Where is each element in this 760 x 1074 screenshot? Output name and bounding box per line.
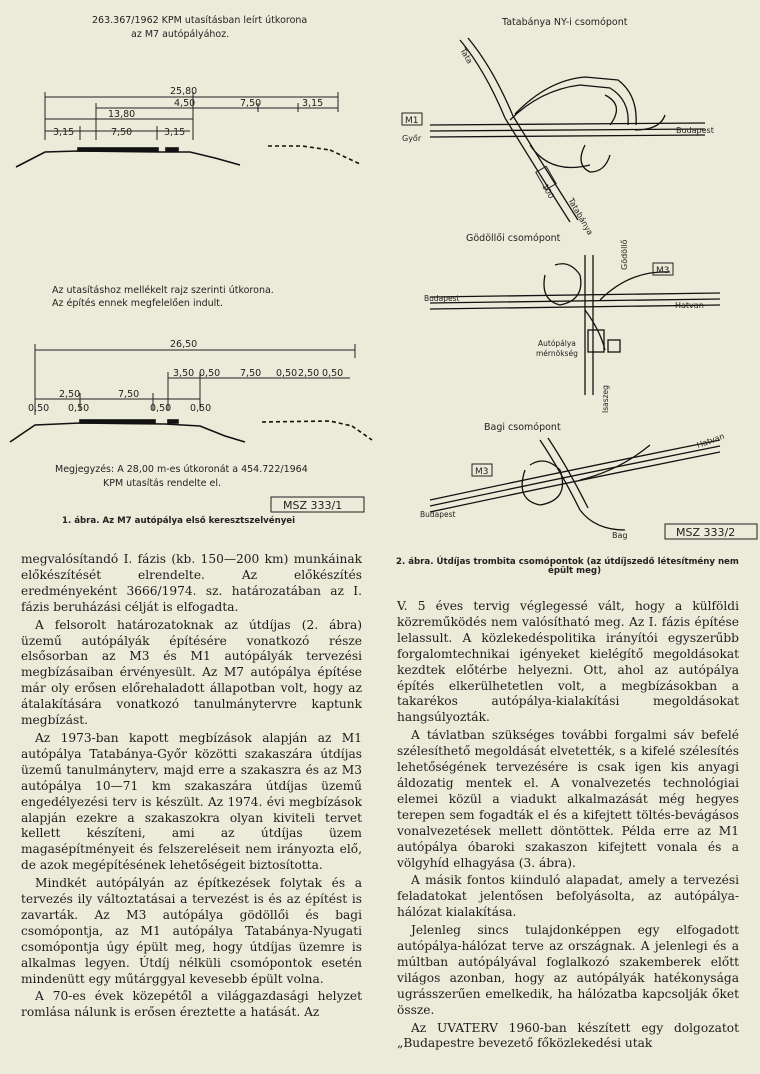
fig2-label-m1: M1 (405, 116, 419, 126)
fig2-label-bag: Bag (612, 531, 628, 540)
paragraph: Az UVATERV 1960-ban készített egy dolgozatot „Budapestre bevezető főközlekedési utak (397, 1020, 739, 1051)
fig1-top-dim: 4,50 (174, 98, 196, 109)
paragraph: A másik fontos kiinduló alapadat, amely a tervezési feladatokat jelentősen befolyásolta, az autópálya-hálózat kialakítása. (397, 873, 739, 920)
fig1-top-dim: 7,50 (111, 127, 133, 138)
fig1-bottom-dim: 0,50 (68, 403, 90, 414)
fig1-top-note-2: az M7 autópályához. (131, 29, 230, 40)
godollo-interchange-drawing (430, 255, 720, 395)
fig2-label-mernokseg-2: mérnökség (536, 349, 578, 358)
fig2-label-hatvan-1: Hatvan (675, 301, 704, 310)
fig1-mid-note-1: Az utasításhoz mellékelt rajz szerinti útkorona. (52, 285, 274, 296)
paragraph: Mindkét autópályán az építkezések folytak és a tervezés ily változtatásai a tervezést is és az építést is zavarták. Az M3 autópálya gödöllői és bagi csomópontja, az M1 autópálya Tatabánya-Nyugati csomópontja úgy épült meg, hogy útdíjas üzemre is alkalmas legyen. Útdíj nélküli csomópontok esetén mindenütt egy műtárggyal kevesebb épült volna. (21, 876, 362, 986)
figure-2-caption-line-1: 2. ábra. Útdíjas trombita csomópontok (az útdíjszedő létesítmény nem (396, 557, 739, 567)
body-column-left (21, 552, 362, 1021)
fig2-title-godollo: Gödöllői csomópont (466, 233, 561, 244)
fig1-bottom-dim: 26,50 (170, 339, 198, 350)
fig1-top-dim: 7,50 (240, 98, 262, 109)
figure-1-caption: 1. ábra. Az M7 autópálya első keresztszelvényei (62, 516, 296, 526)
tatabanya-interchange-drawing (430, 38, 705, 222)
fig1-top-dim: 25,80 (170, 86, 198, 97)
paragraph: A 70-es évek közepétől a világgazdasági helyzet romlása nálunk is erősen éreztette a hatását. Az (21, 989, 362, 1020)
fig2-label-m3-1: M3 (656, 266, 670, 276)
fig2-label-hatvan-2: Hatvan (695, 431, 726, 450)
fig1-bottom-dim: 0,50 (150, 403, 172, 414)
fig2-label-tata: Tata (458, 46, 475, 66)
paragraph: Az 1973-ban kapott megbízások alapján az M1 autópálya Tatabánya-Győr közötti szakaszára útdíjas üzemű tanulmányterv, majd erre a szakaszra és az M3 autópálya 10—71 km szakaszára útdíjas üzemű engedélyezési terv is készült. Az 1974. évi megbízások alapján ezekre a szakaszokra olyan kiviteli tervet kellett készíteni, ami az útdíjas üzem magasépítményeit és felszereléseit nem irányozta elő, de azok megépítésének lehetőségeit biztosította. (21, 730, 362, 873)
fig2-label-budapest-1: Budapest (676, 126, 714, 135)
fig1-bottom-dim: 0,50 (190, 403, 212, 414)
fig2-title-tatabanya: Tatabánya NY-i csomópont (502, 17, 628, 28)
fig1-top-cross-section (16, 146, 360, 167)
paragraph: A felsorolt határozatoknak az útdíjas (2. ábra) üzemű autópályák építésére vonatkozó része elsősorban az M3 és M1 autópályák tervezési megbízásaiban érvényesült. Az M7 autópálya építése már oly erősen előrehaladott állapotban volt, hogy az átalakítására vonatkozó tanulmánytervre kaptunk megbízást. (21, 617, 362, 728)
body-column-right (397, 599, 739, 1052)
paragraph: V. 5 éves tervig véglegessé vált, hogy a külföldi közreműködés nem valósítható meg. Az I. fázis építése lelassult. A közlekedéspolitika irányítói egyszerűbb forgalomtechnikai igényeket kielégítő megoldásokat kezdtek előtérbe helyezni. Ott, ahol az autópálya építés elkerülhetetlen volt, a megbízásokban a takarékos autópálya-kialakítási megoldásokat hangsúlyozták. (397, 599, 739, 725)
fig1-bottom-dim: 0,50 (199, 368, 221, 379)
bag-interchange-drawing (430, 438, 720, 530)
fig1-bottom-cross-section (10, 420, 372, 442)
fig1-top-note-1: 263.367/1962 KPM utasításban leírt útkorona (92, 15, 308, 26)
fig1-top-dim: 13,80 (108, 109, 136, 120)
fig2-label-budapest-3: Budapest (420, 510, 456, 519)
fig1-bottom-dim: 0,50 (276, 368, 298, 379)
fig2-label-m3-2: M3 (475, 467, 489, 477)
fig2-title-bag: Bagi csomópont (484, 422, 561, 433)
fig1-remark-2: KPM utasítás rendelte el. (103, 478, 222, 489)
fig1-stamp: MSZ 333/1 (283, 499, 343, 512)
fig2-label-godollo: Gödöllő (620, 239, 629, 270)
fig2-label-budapest-2: Budapest (424, 294, 460, 303)
fig1-bottom-dim: 0,50 (28, 403, 50, 414)
fig2-label-mernokseg-1: Autópálya (538, 339, 576, 348)
fig1-mid-note-2: Az építés ennek megfelelően indult. (52, 298, 224, 309)
fig1-bottom-dim: 0,50 (322, 368, 344, 379)
fig1-bottom-dim: 7,50 (118, 389, 140, 400)
fig1-bottom-dim: 7,50 (240, 368, 262, 379)
fig1-bottom-dim: 3,50 (173, 368, 195, 379)
fig2-label-tatabanya: Tatabánya (566, 196, 595, 237)
paragraph: megvalósítandó I. fázis (kb. 150—200 km) munkáinak előkészítését elrendelte. Az előkészítés eredményeként 3666/1974. sz. határozatában az I. fázis beruházási célját is elfogadta. (21, 552, 362, 614)
fig2-label-isaszeg: Isaszeg (601, 385, 610, 413)
fig1-top-dim: 3,15 (302, 98, 324, 109)
figure-2 (390, 0, 760, 570)
fig1-remark-1: Megjegyzés: A 28,00 m-es útkoronát a 454.722/1964 (55, 464, 308, 475)
paragraph: A távlatban szükséges további forgalmi sáv befelé szélesíthető megoldását elvetették, s a kifelé szélesítés lehetőségének tervezésére is csak igen kis anyagi áldozatig mentek el. A vonalvezetés technológiai elemei közül a viadukt alkalmazását még hegyes terepen sem fogadták el és a kifejtett töltés-bevágásos vonalvezetések mellett döntöttek. Példa erre az M1 autópálya óbaroki szakaszon kifejtett vonala és a völgyhíd elhagyása (3. ábra). (397, 728, 739, 870)
fig1-bottom-dim: 2,50 (59, 389, 81, 400)
paragraph: Jelenleg sincs tulajdonképpen egy elfogadott autópálya-hálózat terve az országnak. A jelenlegi és a múltban autópályával foglalkozó szakemberek előtt világos azonban, hogy az autópályák hatékonysága ugrásszerűen emelkedik, ha hálózatba kapcsolják őket össze. (397, 923, 739, 1017)
fig1-top-dim: 3,15 (164, 127, 186, 138)
fig1-bottom-dim: 2,50 (298, 368, 320, 379)
figure-1 (0, 0, 380, 545)
figure-2-caption-line-2: épült meg) (548, 566, 602, 576)
fig2-label-gyor: Győr (402, 134, 422, 143)
fig1-top-dim: 3,15 (53, 127, 75, 138)
fig2-label-100: 100 (540, 182, 556, 201)
fig2-stamp: MSZ 333/2 (676, 526, 736, 539)
